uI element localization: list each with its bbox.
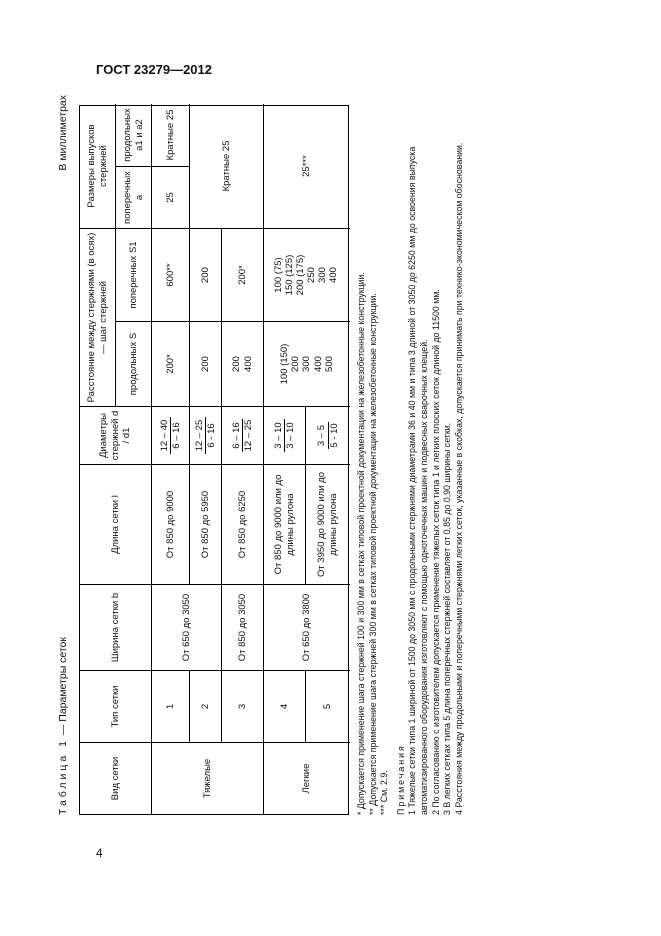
header-shirina: Ширина сетки b <box>80 584 152 670</box>
footnote-3: *** См. 2.9. <box>379 770 390 815</box>
rotated-table-area <box>54 95 507 820</box>
diam-type-2 <box>190 406 222 464</box>
step-s-type-1: 200* <box>152 321 190 406</box>
footnote-1: * Допускается применение шага стержней 100 и 300 мм в сетках типовой проектной документации на железобетонные конструкции. <box>356 272 366 815</box>
header-razm: Размеры выпусков стержней <box>80 104 116 228</box>
table-notes <box>356 105 465 815</box>
outlet-a-type-1: 25 <box>152 166 190 228</box>
row-light-label: Легкие <box>264 742 350 814</box>
header-pop-s: поперечных S1 <box>116 228 152 321</box>
length-type-2: От 850 до 5950 <box>190 464 222 584</box>
length-type-5: От 3950 до 9000 или до длины рулона <box>306 464 350 584</box>
diam-type-4 <box>264 406 306 464</box>
type-5: 5 <box>306 670 350 742</box>
header-diam: Диаметры стержней d / d1 <box>80 406 152 464</box>
diam-type-4-d: 3 – 10 <box>273 419 285 451</box>
type-2: 2 <box>190 670 222 742</box>
header-prod-a: продольных a1 и a2 <box>116 104 152 166</box>
header-prod-s: продольных S <box>116 321 152 406</box>
parameters-table <box>79 105 349 815</box>
page-number: 4 <box>96 846 103 860</box>
diam-type-5 <box>306 406 350 464</box>
header-rasst: Расстояние между стержнями (в осях) — шаг стержней <box>80 228 116 406</box>
outlet-types-2-3: Кратные 25 <box>190 104 264 228</box>
table-caption <box>57 637 69 815</box>
diam-type-4-d1: 3 – 10 <box>285 422 296 449</box>
type-1: 1 <box>152 670 190 742</box>
diam-type-1-d1: 6 – 16 <box>171 422 182 449</box>
header-dlina: Длина сетки l <box>80 464 152 584</box>
header-vid: Вид сетки <box>80 742 152 814</box>
step-s-type-3: 200 400 <box>222 321 264 406</box>
step-s1-types-4-5: 100 (75) 150 (125) 200 (175) 250 300 400 <box>264 228 350 321</box>
step-s-types-4-5: 100 (150) 200 300 400 500 <box>264 321 350 406</box>
diam-type-3 <box>222 406 264 464</box>
width-type-3: От 850 до 3050 <box>222 584 264 670</box>
header-pop-a: поперечных a <box>116 166 152 228</box>
diam-type-5-d: 3 – 5 <box>316 422 328 449</box>
note-3: 3 В легких сетках типа 5 длина поперечных стержней составляет от 0,85 до 0,90 ширины сетки. <box>442 422 453 815</box>
note-1: 1 Тяжелые сетки типа 1 шириной от 1500 до 3050 мм с продольными стержнями диаметрами 36 и 40 мм и типа 3 длиной от 3050 до 6250 мм до освоения выпуска автоматизированного оборудования изготовляют с помощью одноточечных машин и подвесных сварочных клещей. <box>407 146 430 815</box>
outlet-light: 25*** <box>301 155 313 177</box>
row-heavy-label: Тяжелые <box>152 742 264 814</box>
length-type-3: От 850 до 6250 <box>222 464 264 584</box>
table-caption-prefix: Таблица 1 <box>57 738 69 815</box>
document-header: ГОСТ 23279—2012 <box>96 62 212 77</box>
length-type-4: От 850 до 9000 или до длины рулона <box>264 464 306 584</box>
width-types-1-2: От 650 до 3050 <box>152 584 222 670</box>
diam-type-3-d: 6 – 16 <box>231 419 243 451</box>
diam-type-2-d1: 6 - 16 <box>206 423 217 448</box>
table-caption-title: — Параметры сеток <box>57 636 69 739</box>
notes-heading: Примечания <box>395 744 406 815</box>
footnote-2: ** Допускается применение шага стержней 300 мм в сетках типовой проектной документации на железобетонные конструкции. <box>367 293 378 815</box>
table-units: В миллиметрах <box>57 95 69 171</box>
type-3: 3 <box>222 670 264 742</box>
type-4: 4 <box>264 670 306 742</box>
note-4: 4 Расстояния между продольными и поперечными стержнями легких сеток, указанные в скобках, допускается принимать при технико-экономическом обосновании. <box>453 142 464 815</box>
diam-type-3-d1: 12 – 25 <box>243 419 254 452</box>
step-s1-type-1: 600** <box>152 228 190 321</box>
header-tip: Тип сетки <box>80 670 152 742</box>
diam-type-1 <box>152 406 190 464</box>
outlet-a1-type-1: Кратные 25 <box>152 104 190 166</box>
step-s1-type-3: 200* <box>222 228 264 321</box>
diam-type-5-d1: 5 - 10 <box>328 423 340 448</box>
diam-type-1-d: 12 – 40 <box>159 417 171 455</box>
width-types-4-5: От 650 до 3800 <box>264 584 350 670</box>
length-type-1: От 850 до 9000 <box>152 464 190 584</box>
step-s1-type-2: 200 <box>190 228 222 321</box>
diam-type-2-d: 12 – 25 <box>194 417 206 455</box>
step-s-type-2: 200 <box>190 321 222 406</box>
note-2: 2 По согласованию с изготовителем допускается применение тяжелых сеток типа 1 и легких плоских сеток длиной до 11500 мм. <box>430 289 441 815</box>
